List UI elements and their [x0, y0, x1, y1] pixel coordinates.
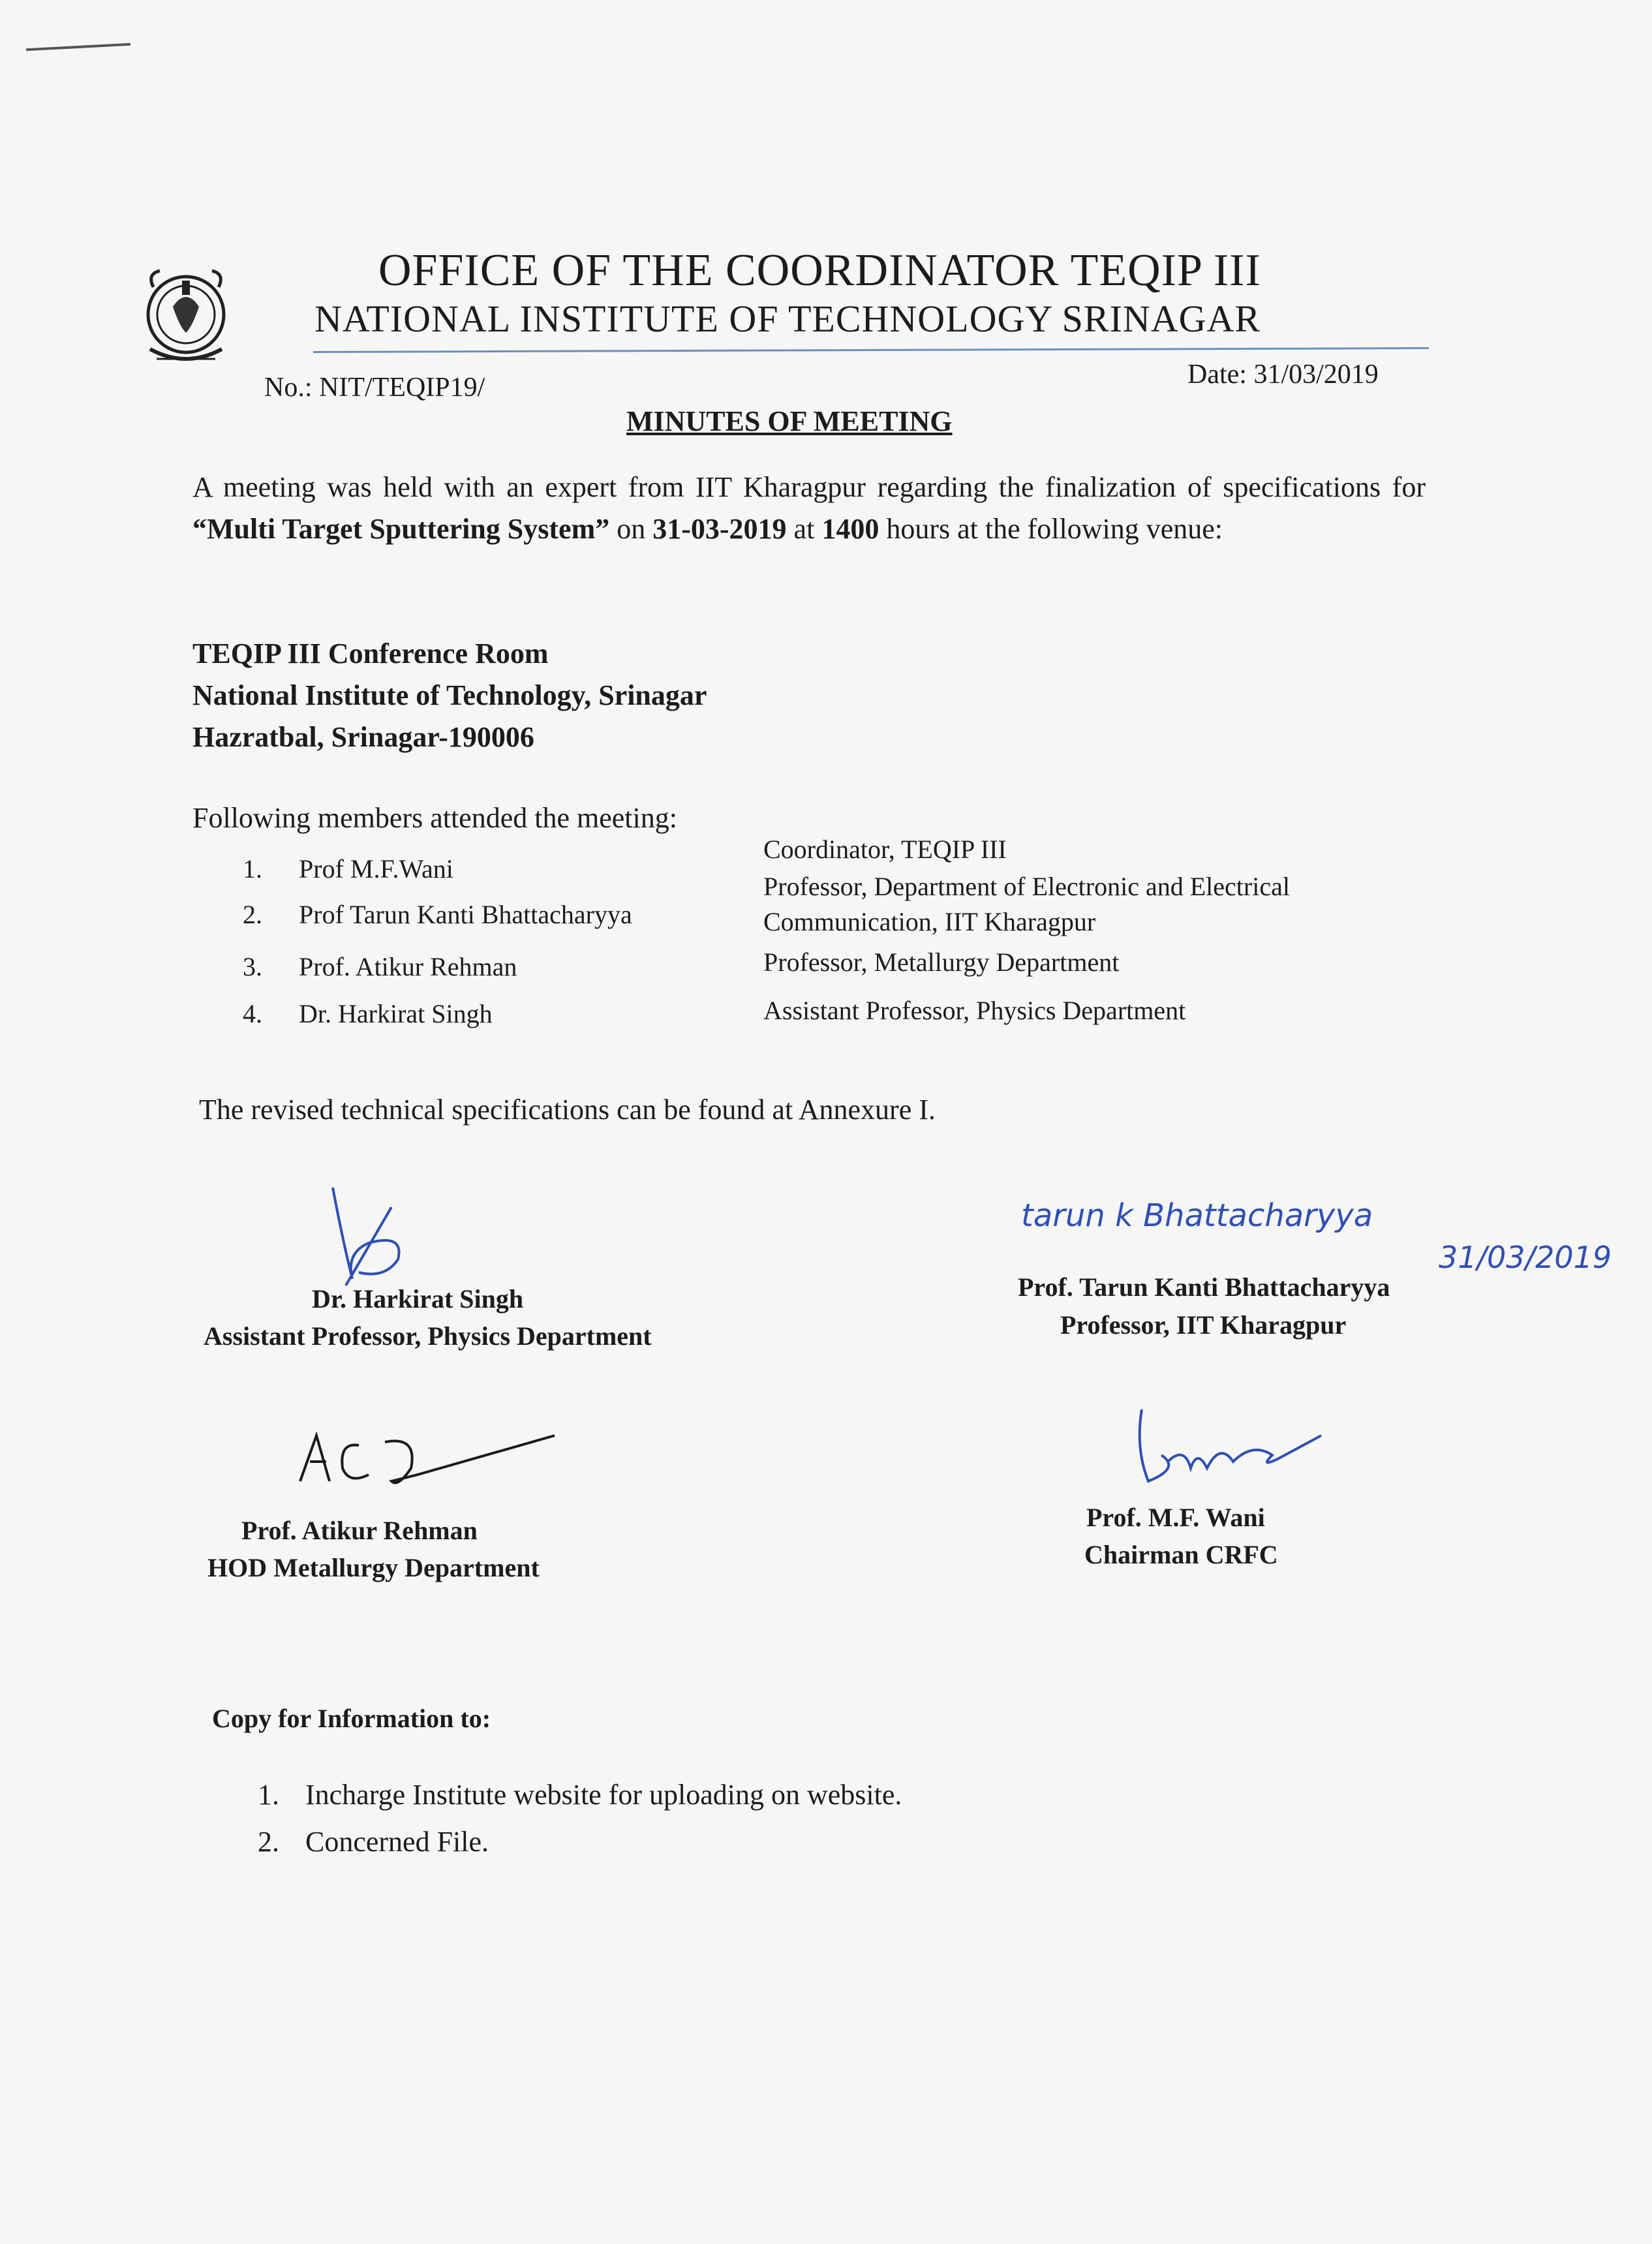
signatory-name: Dr. Harkirat Singh [312, 1284, 524, 1314]
meeting-time: 1400 [821, 513, 880, 545]
reference-number: No.: NIT/TEQIP19/ [264, 373, 485, 403]
signatory-name: Prof. Tarun Kanti Bhattacharyya [1018, 1272, 1390, 1302]
member-name: Prof. Atikur Rehman [299, 952, 517, 981]
copy-item-number: 1. [258, 1779, 279, 1811]
handwritten-date: 31/03/2019 [1439, 1240, 1612, 1275]
member-role: Professor, Metallurgy Department [763, 947, 1120, 977]
institute-emblem-icon [134, 261, 238, 378]
venue-line: Hazratbal, Srinagar-190006 [192, 721, 534, 753]
member-name: Prof M.F.Wani [299, 854, 453, 884]
staple-mark [26, 43, 130, 51]
copy-item-number: 2. [258, 1826, 279, 1858]
member-name: Prof Tarun Kanti Bhattacharyya [299, 900, 632, 929]
copy-item-text: Concerned File. [305, 1826, 489, 1858]
signature-harkirat [307, 1181, 450, 1292]
signatory-title: Chairman CRFC [1084, 1540, 1278, 1569]
venue-line: National Institute of Technology, Srinagar [192, 679, 707, 711]
venue-line: TEQIP III Conference Room [192, 638, 549, 669]
members-intro: Following members attended the meeting: [192, 802, 677, 834]
member-role: Assistant Professor, Physics Department [763, 996, 1186, 1025]
copy-item-text: Incharge Institute website for uploading on website. [305, 1779, 902, 1811]
member-number: 1. [243, 854, 262, 884]
meeting-paragraph [192, 467, 1426, 550]
office-title: OFFICE OF THE COORDINATOR TEQIP III [378, 245, 1261, 296]
system-name: “Multi Target Sputtering System” [192, 513, 610, 545]
member-name: Dr. Harkirat Singh [299, 999, 493, 1028]
member-role: Coordinator, TEQIP III [763, 835, 1007, 864]
venue-block [192, 633, 707, 758]
header-rule [313, 347, 1429, 353]
signature-atikur [287, 1422, 568, 1501]
signatory-title: HOD Metallurgy Department [207, 1553, 540, 1582]
para-text: on [609, 513, 653, 545]
signatory-title: Assistant Professor, Physics Department [204, 1321, 652, 1351]
para-text: at [786, 513, 822, 545]
signatory-name: Prof. M.F. Wani [1086, 1503, 1265, 1532]
document-date: Date: 31/03/2019 [1187, 360, 1379, 390]
member-number: 3. [243, 952, 262, 981]
annexure-note: The revised technical specifications can be found at Annexure I. [199, 1094, 936, 1126]
signatory-title: Professor, IIT Kharagpur [1060, 1310, 1347, 1340]
para-text: hours at the following venue: [879, 513, 1223, 545]
signature-wani [1122, 1396, 1331, 1494]
handwritten-signature-tarun: tarun k Bhattacharyya [1021, 1197, 1373, 1234]
member-number: 4. [243, 999, 262, 1028]
para-text: A meeting was held with an expert from IIT Kharagpur regarding the finalization of specifications for [192, 471, 1426, 503]
copy-title: Copy for Information to: [212, 1704, 491, 1733]
meeting-date: 31-03-2019 [652, 513, 787, 545]
member-number: 2. [243, 900, 262, 929]
signatory-name: Prof. Atikur Rehman [241, 1516, 478, 1545]
institute-title: NATIONAL INSTITUTE OF TECHNOLOGY SRINAGAR [314, 298, 1261, 340]
document-heading: MINUTES OF MEETING [626, 405, 953, 437]
member-role: Professor, Department of Electronic and Electrical Communication, IIT Kharagpur [763, 872, 1290, 936]
